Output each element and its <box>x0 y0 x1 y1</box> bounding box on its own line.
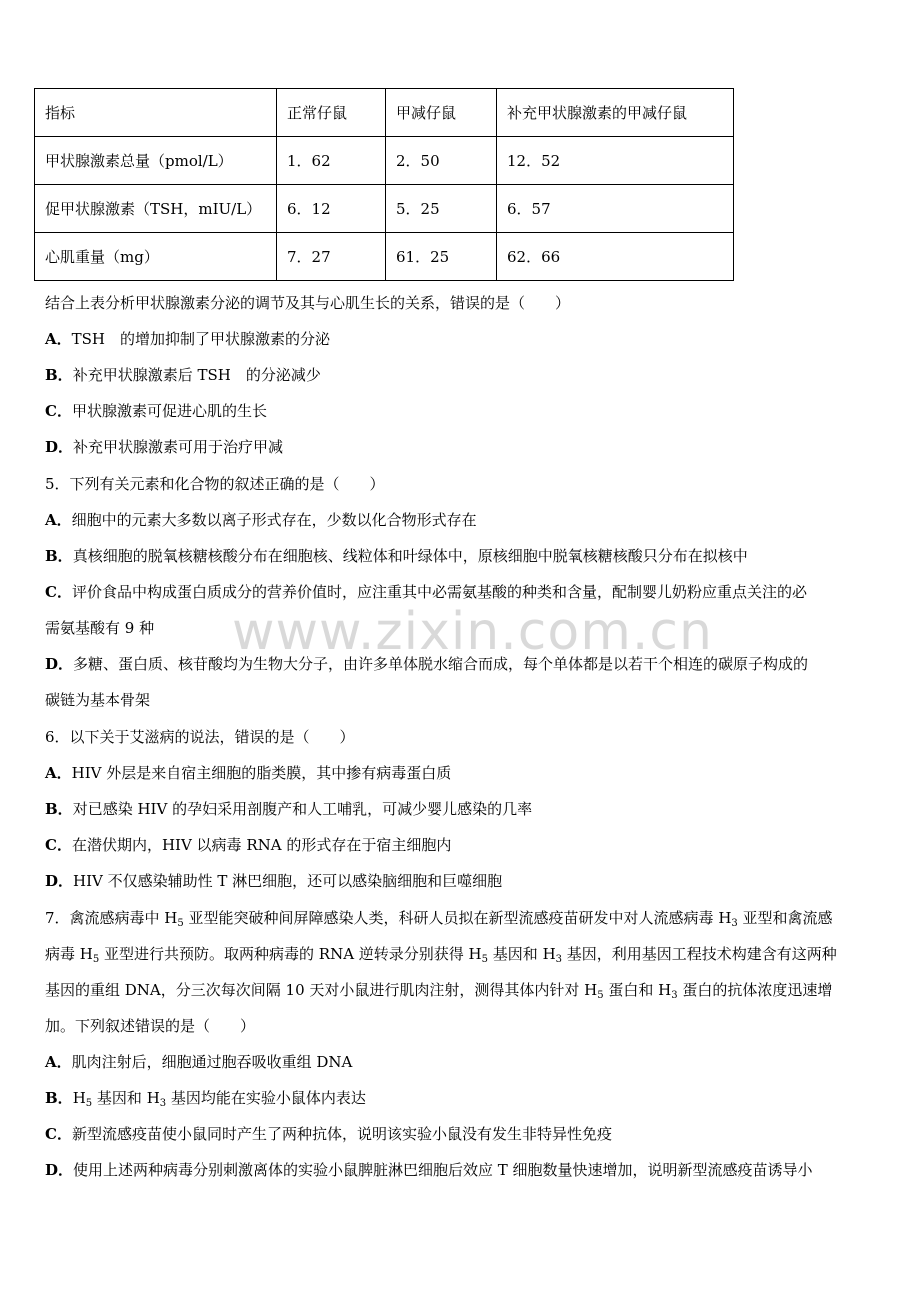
option-d <box>45 654 808 674</box>
text-run: 基因的重组 DNA，分三次每次间隔 10 天对小鼠进行肌肉注射，测得其体内针对 H <box>45 981 598 999</box>
text-run: 亚型和禽流感 <box>737 909 833 927</box>
option-c <box>45 1124 612 1144</box>
subscript: 5 <box>597 990 604 1001</box>
table-header-row <box>35 89 734 137</box>
option-label: C． <box>45 836 72 854</box>
question-stem-line: 加。下列叙述错误的是（ ） <box>45 1017 256 1035</box>
subscript: 5 <box>481 954 489 965</box>
option-text: 新型流感疫苗使小鼠同时产生了两种抗体，说明该实验小鼠没有发生非特异性免疫 <box>71 1125 612 1143</box>
option-label: A． <box>45 764 72 782</box>
table-cell: 正常仔鼠 <box>277 89 386 137</box>
table-cell: 6．57 <box>497 185 734 233</box>
text-run: 亚型能突破种间屏障感染人类，科研人员拟在新型流感疫苗研发中对人流感病毒 H <box>183 909 732 927</box>
question-stem-line <box>45 980 832 1000</box>
table-row <box>35 233 734 281</box>
option-b <box>45 546 748 566</box>
option-b <box>45 799 532 819</box>
subscript: 3 <box>731 918 738 929</box>
option-text: 甲状腺激素可促进心肌的生长 <box>71 402 267 420</box>
option-a <box>45 510 477 530</box>
option-c <box>45 835 451 855</box>
option-label: B． <box>45 547 73 565</box>
option-label: A． <box>45 1053 72 1071</box>
option-text: HIV 不仅感染辅助性 T 淋巴细胞，还可以感染脑细胞和巨噬细胞 <box>73 872 503 890</box>
table-cell: 补充甲状腺激素的甲减仔鼠 <box>497 89 734 137</box>
option-text: 使用上述两种病毒分别刺激离体的实验小鼠脾脏淋巴细胞后效应 T 细胞数量快速增加，说明新型流感疫苗诱导小 <box>73 1161 813 1179</box>
option-a <box>45 763 451 783</box>
option-text: 真核细胞的脱氧核糖核酸分布在细胞核、线粒体和叶绿体中，原核细胞中脱氧核糖核酸只分布在拟核中 <box>72 547 748 565</box>
table-cell: 促甲状腺激素（TSH，mIU/L） <box>35 185 277 233</box>
table-cell: 7．27 <box>277 233 386 281</box>
text-run: 基因，利用基因工程技术构建含有这两种 <box>562 945 837 963</box>
text-run: H <box>72 1089 86 1107</box>
option-text: TSH 的增加抑制了甲状腺激素的分泌 <box>71 330 331 348</box>
option-label: A． <box>45 511 72 529</box>
option-label: C． <box>45 583 72 601</box>
option-label: B． <box>45 1089 73 1107</box>
question-stem-line <box>45 908 833 928</box>
table-cell: 5．25 <box>386 185 497 233</box>
subscript: 3 <box>159 1098 167 1109</box>
text-run: 蛋白的抗体浓度迅速增 <box>677 981 833 999</box>
option-a <box>45 329 330 349</box>
option-c-continued: 需氨基酸有 9 种 <box>45 619 155 637</box>
text-run: 亚型进行共预防。取两种病毒的 RNA 逆转录分别获得 H <box>99 945 482 963</box>
text-run: 基因和 H <box>92 1089 160 1107</box>
text-run: 基因均能在实验小鼠体内表达 <box>166 1089 366 1107</box>
table-cell: 12．52 <box>497 137 734 185</box>
option-text: 补充甲状腺激素后 TSH 的分泌减少 <box>72 366 321 384</box>
table-cell: 1．62 <box>277 137 386 185</box>
option-text: 多糖、蛋白质、核苷酸均为生物大分子，由许多单体脱水缩合而成，每个单体都是以若干个相连的碳原子构成的 <box>73 655 809 673</box>
watermark: www.zixin.com.cn <box>232 602 713 662</box>
question-stem: 5．下列有关元素和化合物的叙述正确的是（ ） <box>45 475 385 493</box>
option-text: 在潜伏期内，HIV 以病毒 RNA 的形式存在于宿主细胞内 <box>71 836 452 854</box>
option-label: C． <box>45 1125 72 1143</box>
option-d <box>45 437 283 457</box>
option-label: C． <box>45 402 72 420</box>
option-text: 肌肉注射后，细胞通过胞吞吸收重组 DNA <box>71 1053 353 1071</box>
text-run: 病毒 H <box>45 945 93 963</box>
subscript: 5 <box>177 918 184 929</box>
table-cell: 2．50 <box>386 137 497 185</box>
text-run: 蛋白和 H <box>603 981 672 999</box>
table-cell: 甲减仔鼠 <box>386 89 497 137</box>
option-label: D． <box>45 872 74 890</box>
option-c <box>45 582 807 602</box>
option-c <box>45 401 267 421</box>
table-cell: 61．25 <box>386 233 497 281</box>
subscript: 5 <box>85 1098 93 1109</box>
option-a <box>45 1052 352 1072</box>
table-cell: 指标 <box>35 89 277 137</box>
option-d-continued: 碳链为基本骨架 <box>45 691 151 709</box>
table-cell: 62．66 <box>497 233 734 281</box>
option-label: D． <box>45 438 74 456</box>
option-label: D． <box>45 1161 74 1179</box>
subscript: 3 <box>555 954 563 965</box>
option-label: B． <box>45 800 73 818</box>
option-text: 补充甲状腺激素可用于治疗甲减 <box>73 438 284 456</box>
question-stem: 6．以下关于艾滋病的说法，错误的是（ ） <box>45 728 355 746</box>
text-run: 7．禽流感病毒中 H <box>45 909 178 927</box>
question-stem-line <box>45 944 837 964</box>
option-text: 对已感染 HIV 的孕妇采用剖腹产和人工哺乳，可减少婴儿感染的几率 <box>72 800 533 818</box>
option-b <box>45 1088 366 1108</box>
option-text: HIV 外层是来自宿主细胞的脂类膜，其中掺有病毒蛋白质 <box>71 764 452 782</box>
text-run: 基因和 H <box>488 945 556 963</box>
table-cell: 6．12 <box>277 185 386 233</box>
option-b <box>45 365 321 385</box>
option-text: 细胞中的元素大多数以离子形式存在，少数以化合物形式存在 <box>71 511 477 529</box>
subscript: 3 <box>671 990 678 1001</box>
table-row <box>35 185 734 233</box>
table-cell: 甲状腺激素总量（pmol/L） <box>35 137 277 185</box>
table-row <box>35 137 734 185</box>
option-label: B． <box>45 366 73 384</box>
table-cell: 心肌重量（mg） <box>35 233 277 281</box>
subscript: 5 <box>92 954 100 965</box>
option-label: D． <box>45 655 74 673</box>
question-stem: 结合上表分析甲状腺激素分泌的调节及其与心肌生长的关系，错误的是（ ） <box>45 294 571 312</box>
option-label: A． <box>45 330 72 348</box>
data-table <box>34 88 734 281</box>
option-text: 评价食品中构成蛋白质成分的营养价值时，应注重其中必需氨基酸的种类和含量，配制婴儿奶粉应重点关注的必 <box>71 583 807 601</box>
option-d <box>45 871 502 891</box>
option-d <box>45 1160 813 1180</box>
